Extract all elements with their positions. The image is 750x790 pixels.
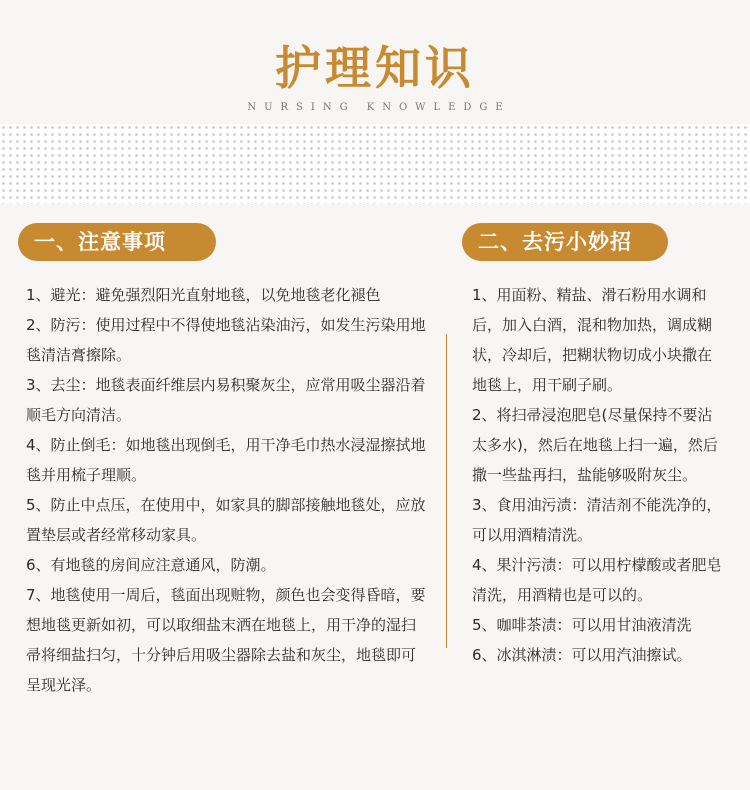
list-item: 1、避光：避免强烈阳光直射地毯，以免地毯老化褪色 — [26, 286, 381, 304]
list-item: 5、防止中点压，在使用中，如家具的脚部接触地毯处，应放置垫层或者经常移动家具。 — [26, 496, 426, 544]
list-item: 7、地毯使用一周后，毯面出现赃物，颜色也会变得昏暗，要想地毯更新如初，可以取细盐末洒在地毯上，用干净的湿扫帚将细盐扫匀，十分钟后用吸尘器除去盐和灰尘，地毯即可呈现光泽。 — [26, 586, 426, 694]
list-item: 5、咖啡茶渍：可以用甘油液清洗 — [472, 616, 692, 634]
page-title: 护理知识 — [275, 41, 475, 95]
stain-tips-list — [472, 280, 724, 670]
list-item: 3、食用油污渍：清洁剂不能洗净的，可以用酒精清洗。 — [472, 496, 722, 544]
dot-pattern-band — [0, 124, 750, 204]
page-subtitle: NURSING KNOWLEDGE — [247, 102, 511, 113]
list-item: 2、防污：使用过程中不得使地毯沾染油污，如发生污染用地毯清洁膏擦除。 — [26, 316, 426, 364]
precautions-list — [26, 280, 426, 700]
header — [0, 0, 750, 124]
column-divider — [446, 334, 447, 648]
list-item: 3、去尘：地毯表面纤维层内易积聚灰尘，应常用吸尘器沿着顺毛方向清洁。 — [26, 376, 426, 424]
list-item: 2、将扫帚浸泡肥皂(尽量保持不要沾太多水)，然后在地毯上扫一遍，然后撒一些盐再扫，盐能够吸附灰尘。 — [472, 406, 718, 484]
section-heading-stain-tips: 二、去污小妙招 — [462, 223, 668, 261]
list-item: 6、有地毯的房间应注意通风，防潮。 — [26, 556, 276, 574]
list-item: 4、防止倒毛：如地毯出现倒毛，用干净毛巾热水浸湿擦拭地毯并用梳子理顺。 — [26, 436, 426, 484]
section-heading-precautions: 一、注意事项 — [18, 223, 216, 261]
list-item: 4、果汁污渍：可以用柠檬酸或者肥皂清洗，用酒精也是可以的。 — [472, 556, 722, 604]
list-item: 6、冰淇淋渍：可以用汽油擦试。 — [472, 646, 692, 664]
list-item: 1、用面粉、精盐、滑石粉用水调和后，加入白酒，混和物加热，调成糊状，冷却后，把糊状物切成小块撒在地毯上，用干刷子刷。 — [472, 286, 713, 394]
